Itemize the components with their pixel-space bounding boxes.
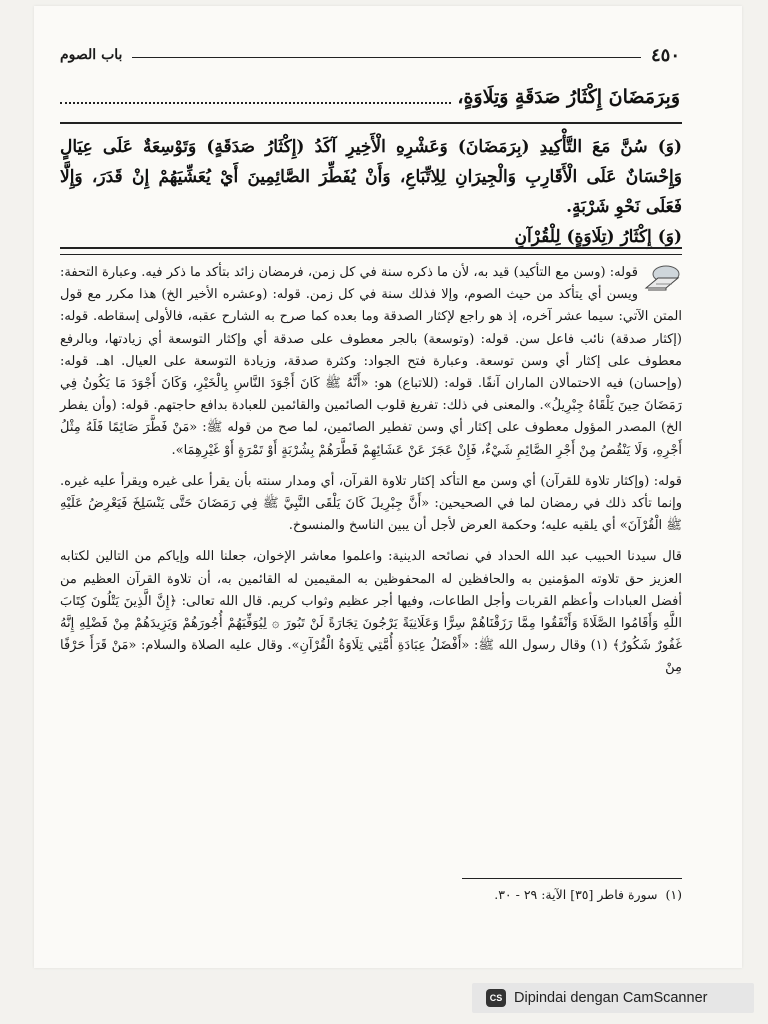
commentary-text <box>60 262 682 680</box>
commentary-paragraph: قال سيدنا الحبيب عبد الله الحداد في نصائحه الدينية: واعلموا معاشر الإخوان، جعلنا الله وإياكم من التالين لكتابه العزيز حق تلاوته المؤمنين به والحافظين له المحفوظين به المقيمين له القائمين به، أن تلاوة القرآن العظيم من أفضل العبادات وأعظم القربات وأجل الطاعات، وفيها أجر عظيم وثواب كريم. قال الله تعالى: ﴿إِنَّ الَّذِينَ يَتْلُونَ كِتَابَ اللَّهِ وَأَقَامُوا الصَّلَاةَ وَأَنْفَقُوا مِمَّا رَزَقْنَاهُمْ سِرًّا وَعَلَانِيَةً يَرْجُونَ تِجَارَةً لَنْ تَبُورَ ۞ لِيُوَفِّيَهُمْ أُجُورَهُمْ وَيَزِيدَهُمْ مِنْ فَضْلِهِ إِنَّهُ غَفُورٌ شَكُورٌ﴾ (١) وقال رسول الله ﷺ: «أَفْضَلُ عِبَادَةِ أُمَّتِي تِلَاوَةُ الْقُرْآنِ». وقال عليه الصلاة والسلام: «مَنْ قَرَأَ حَرْفًا مِنْ <box>60 549 682 676</box>
footnote-marker: (١) <box>665 886 682 902</box>
camscanner-logo-icon: CS <box>486 989 506 1007</box>
section-heading <box>60 82 680 112</box>
footnote-text: سورة فاطر [٣٥] الآية: ٢٩ - ٣٠. <box>494 886 658 902</box>
matn-paragraph: (وَ) إِكْثَارُ (تِلَاوَةٍ) لِلْقُرْآنِ <box>514 227 682 247</box>
heading-dotted-leader <box>60 102 451 104</box>
commentary-paragraph: قوله: (وسن مع التأكيد) قيد به، لأن ما ذكره سنة في كل زمن، فرمضان زائد بتأكد ما ذكر فيه. وعبارة التحفة: ويسن أي يتأكد من حيث الصوم، وإلا فذلك سنة في كل زمن. قوله: (وعشره الأخير الخ) هذا مكرر مع قول المتن الآتي: سيما عشر آخره، إذ هو راجع لإكثار الصدقة وما بعده كما صرح به الشارح عقبه، فالأولى إسقاطه. قوله: (إكثار صدقة) نائب فاعل سن. قوله: (وتوسعة) بالجر معطوف على صدقة أي وإكثار التوسعة أي زيادتها، وبالرفع معطوف على إكثار أي وسن توسعة. وعبارة فتح الجواد: وكثرة صدقة، وزيادة التوسعة على العيال. اهـ. قوله: (وإحسان) فيه الاحتمالان الماران آنفًا. قوله: (للاتباع) هو: «أَنَّهُ ﷺ كَانَ أَجْوَدَ النَّاسِ بِالْخَيْرِ، وَكَانَ أَجْوَدَ مَا يَكُونُ فِي رَمَضَانَ حِينَ يَلْقَاهُ جِبْرِيلُ». والمعنى في ذلك: تفريغ قلوب الصائمين والقائمين للعبادة بدافع حاجتهم. قوله: (وأن يفطر الخ) المصدر المؤول معطوف على إكثار أي وسن تفطير الصائمين، لما صح من قوله ﷺ: «مَنْ فَطَّرَ صَائِمًا فَلَهُ مِثْلُ أَجْرِهِ، وَلَا يَنْقُصُ مِنْ أَجْرِ الصَّائِمِ شَيْءٌ، فَإِنْ عَجَزَ عَنْ عَشَائِهِمْ فَطَّرَهُمْ بِشُرْبَةٍ أَوْ تَمْرَةٍ أَوْ غَيْرِهِمَا». <box>60 265 682 458</box>
header-rule <box>132 57 641 58</box>
footnote <box>300 884 682 904</box>
heading-text: وَبِرَمَضَانَ إِكْثَارُ صَدَقَةٍ وَتِلَاوَةٍ، <box>457 86 680 108</box>
scanner-watermark <box>472 983 754 1013</box>
book-emblem-icon <box>644 264 682 292</box>
footnote-rule <box>462 878 682 879</box>
matn-paragraph: (وَ) سُنَّ مَعَ التَّأْكِيدِ (بِرَمَضَانَ) وَعَشْرِهِ الْأَخِيرِ آكَدُ (إِكْثَارُ صَدَقَةٍ) وَتَوْسِعَةٌ عَلَى عِيَالٍ وَإِحْسَانٌ عَلَى الْأَقَارِبِ وَالْجِيرَانِ لِلِاتِّبَاعِ، وَأَنْ يُفَطِّرَ الصَّائِمِينَ أَيْ يُعَشِّيَهُمْ إِنْ قَدَرَ، وَإِلَّا فَعَلَى نَحْوِ شَرْبَةٍ. <box>60 137 682 217</box>
page-number: ٤٥٠ <box>650 44 680 66</box>
scanner-watermark-text: Dipindai dengan CamScanner <box>514 990 708 1006</box>
commentary-paragraph: قوله: (وإكثار تلاوة للقرآن) أي وسن مع التأكد إكثار تلاوة القرآن، أي ومدار سنته بأن يقرأ على غيره ويقرأ عليه غيره. وإنما تأكد ذلك في رمضان لما في الصحيحين: «أَنَّ جِبْرِيلَ كَانَ يَلْقَى النَّبِيَّ ﷺ فِي رَمَضَانَ حَتَّى يَنْسَلِخَ فَيَعْرِضُ عَلَيْهِ ﷺ الْقُرْآنَ» أي يلقيه عليه؛ وحكمة العرض لأجل أن يبين الناسخ والمنسوخ. <box>60 473 682 534</box>
heading-divider <box>60 122 682 124</box>
running-header <box>60 44 680 66</box>
matn-divider <box>60 247 682 255</box>
chapter-title: باب الصوم <box>60 47 123 63</box>
matn-text <box>60 132 682 252</box>
